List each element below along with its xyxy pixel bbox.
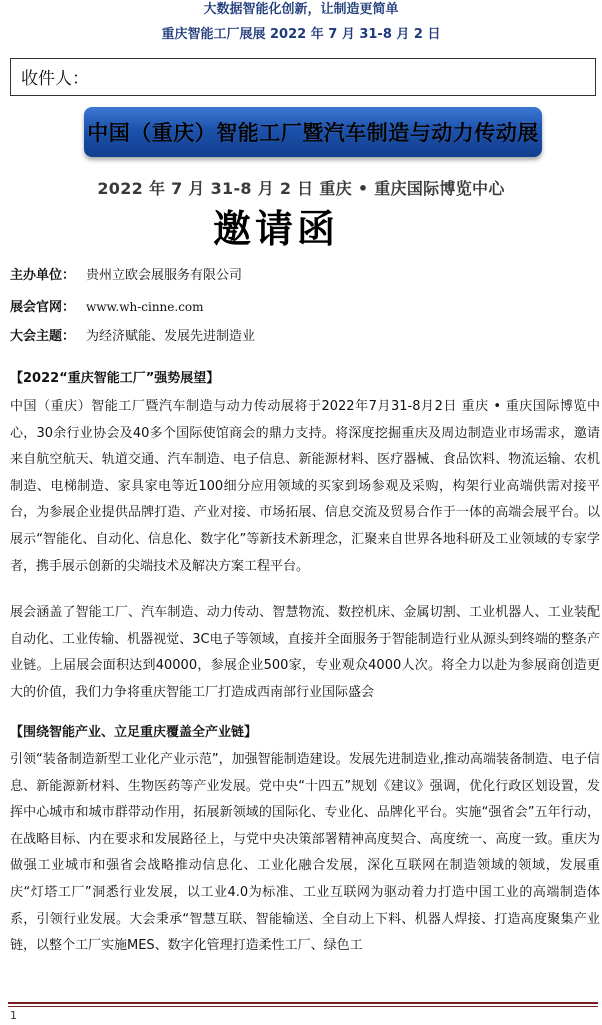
website-link[interactable]: www.wh-cinne.com [86, 300, 204, 314]
header-exhibition-line: 重庆智能工厂展展 2022 年 7 月 31-8 月 2 日 [161, 27, 441, 42]
recipient-label: 收件人： [21, 69, 89, 89]
info-label: 大会主题： [10, 329, 76, 344]
section-heading: 【2022“重庆智能工厂”强势展望】 [10, 371, 220, 386]
footer-rule [8, 1006, 598, 1007]
info-row-website [10, 298, 204, 317]
paragraph: 展会涵盖了智能工厂、汽车制造、动力传动、智慧物流、数控机床、金属切割、工业机器人、工业装配自动化、工业传输、机器视觉、3C电子等领域，直接并全面服务于智能制造行业从源头到终端的整条产业链。上届展会面积达到40000，参展企业500家，专业观众4000人次。将全力以赴为参展商创造更大的价值，我们力争将重庆智能工厂打造成西南部行业国际盛会 [10, 605, 600, 700]
invitation-title: 邀请函 [212, 206, 339, 251]
info-row-theme [10, 328, 255, 346]
footer-rule [8, 1002, 598, 1004]
info-value: 为经济赋能、发展先进制造业 [86, 329, 256, 344]
date-location-line: 2022 年 7 月 31-8 月 2 日 重庆 • 重庆国际博览中心 [97, 179, 505, 198]
banner-title: 中国（重庆）智能工厂暨汽车制造与动力传动展 [87, 121, 539, 145]
info-value: 贵州立欧会展服务有限公司 [86, 268, 243, 283]
page-number: 1 [10, 1009, 17, 1022]
paragraph: 中国（重庆）智能工厂暨汽车制造与动力传动展将于2022年7月31-8月2日 重庆 • 重庆国际博览中心，30余行业协会及40多个国际使馆商会的鼎力支持。将深度挖掘重庆及周边制造业市场需求，邀请来自航空航天、轨道交通、汽车制造、电子信息、新能源材料、医疗器械、食品饮料、物流运输、农机制造、电梯制造、家具家电等近100细分应用领域的买家到场参观及采购，构架行业高端供需对接平台，为参展企业提供品牌打造、产业对接、市场拓展、信息交流及贸易合作于一体的高端会展平台。以展示“智能化、自动化、信息化、数字化”等新技术新理念，汇聚来自世界各地科研及工业领域的专家学者，携手展示创新的尖端技术及解决方案工程平台。 [10, 399, 600, 574]
section-heading: 【围绕智能产业、立足重庆覆盖全产业链】 [10, 725, 258, 740]
header-slogan: 大数据智能化创新，让制造更简单 [203, 2, 399, 17]
paragraph: 引领“装备制造新型工业化产业示范”，加强智能制造建设。发展先进制造业,推动高端装备制造、电子信息、新能源新材料、生物医药等产业发展。党中央“十四五”规划《建议》强调，优化行政区划设置，发挥中心城市和城市群带动作用，拓展新领域的国际化、专业化、品牌化平台。实施“强省会”五年行动，在战略目标、内在要求和发展路径上，与党中央决策部署精神高度契合、高度统一、高度一致。重庆为做强工业城市和强省会战略推动信息化、工业化融合发展，深化互联网在制造领域的领域，发展重庆“灯塔工厂”洞悉行业发展，以工业4.0为标准、工业互联网为驱动着力打造中国工业的高端制造体系，引领行业发展。大会秉承“智慧互联、智能输送、全自动上下料、机器人焊接、打造高度聚集产业链，以整个工厂实施MES、数字化管理打造柔性工厂、绿色工 [10, 752, 600, 954]
info-row-organizer [10, 267, 242, 285]
recipient-box [10, 58, 596, 96]
info-label: 展会官网： [10, 300, 76, 315]
info-label: 主办单位： [10, 268, 76, 283]
title-banner [84, 107, 542, 157]
